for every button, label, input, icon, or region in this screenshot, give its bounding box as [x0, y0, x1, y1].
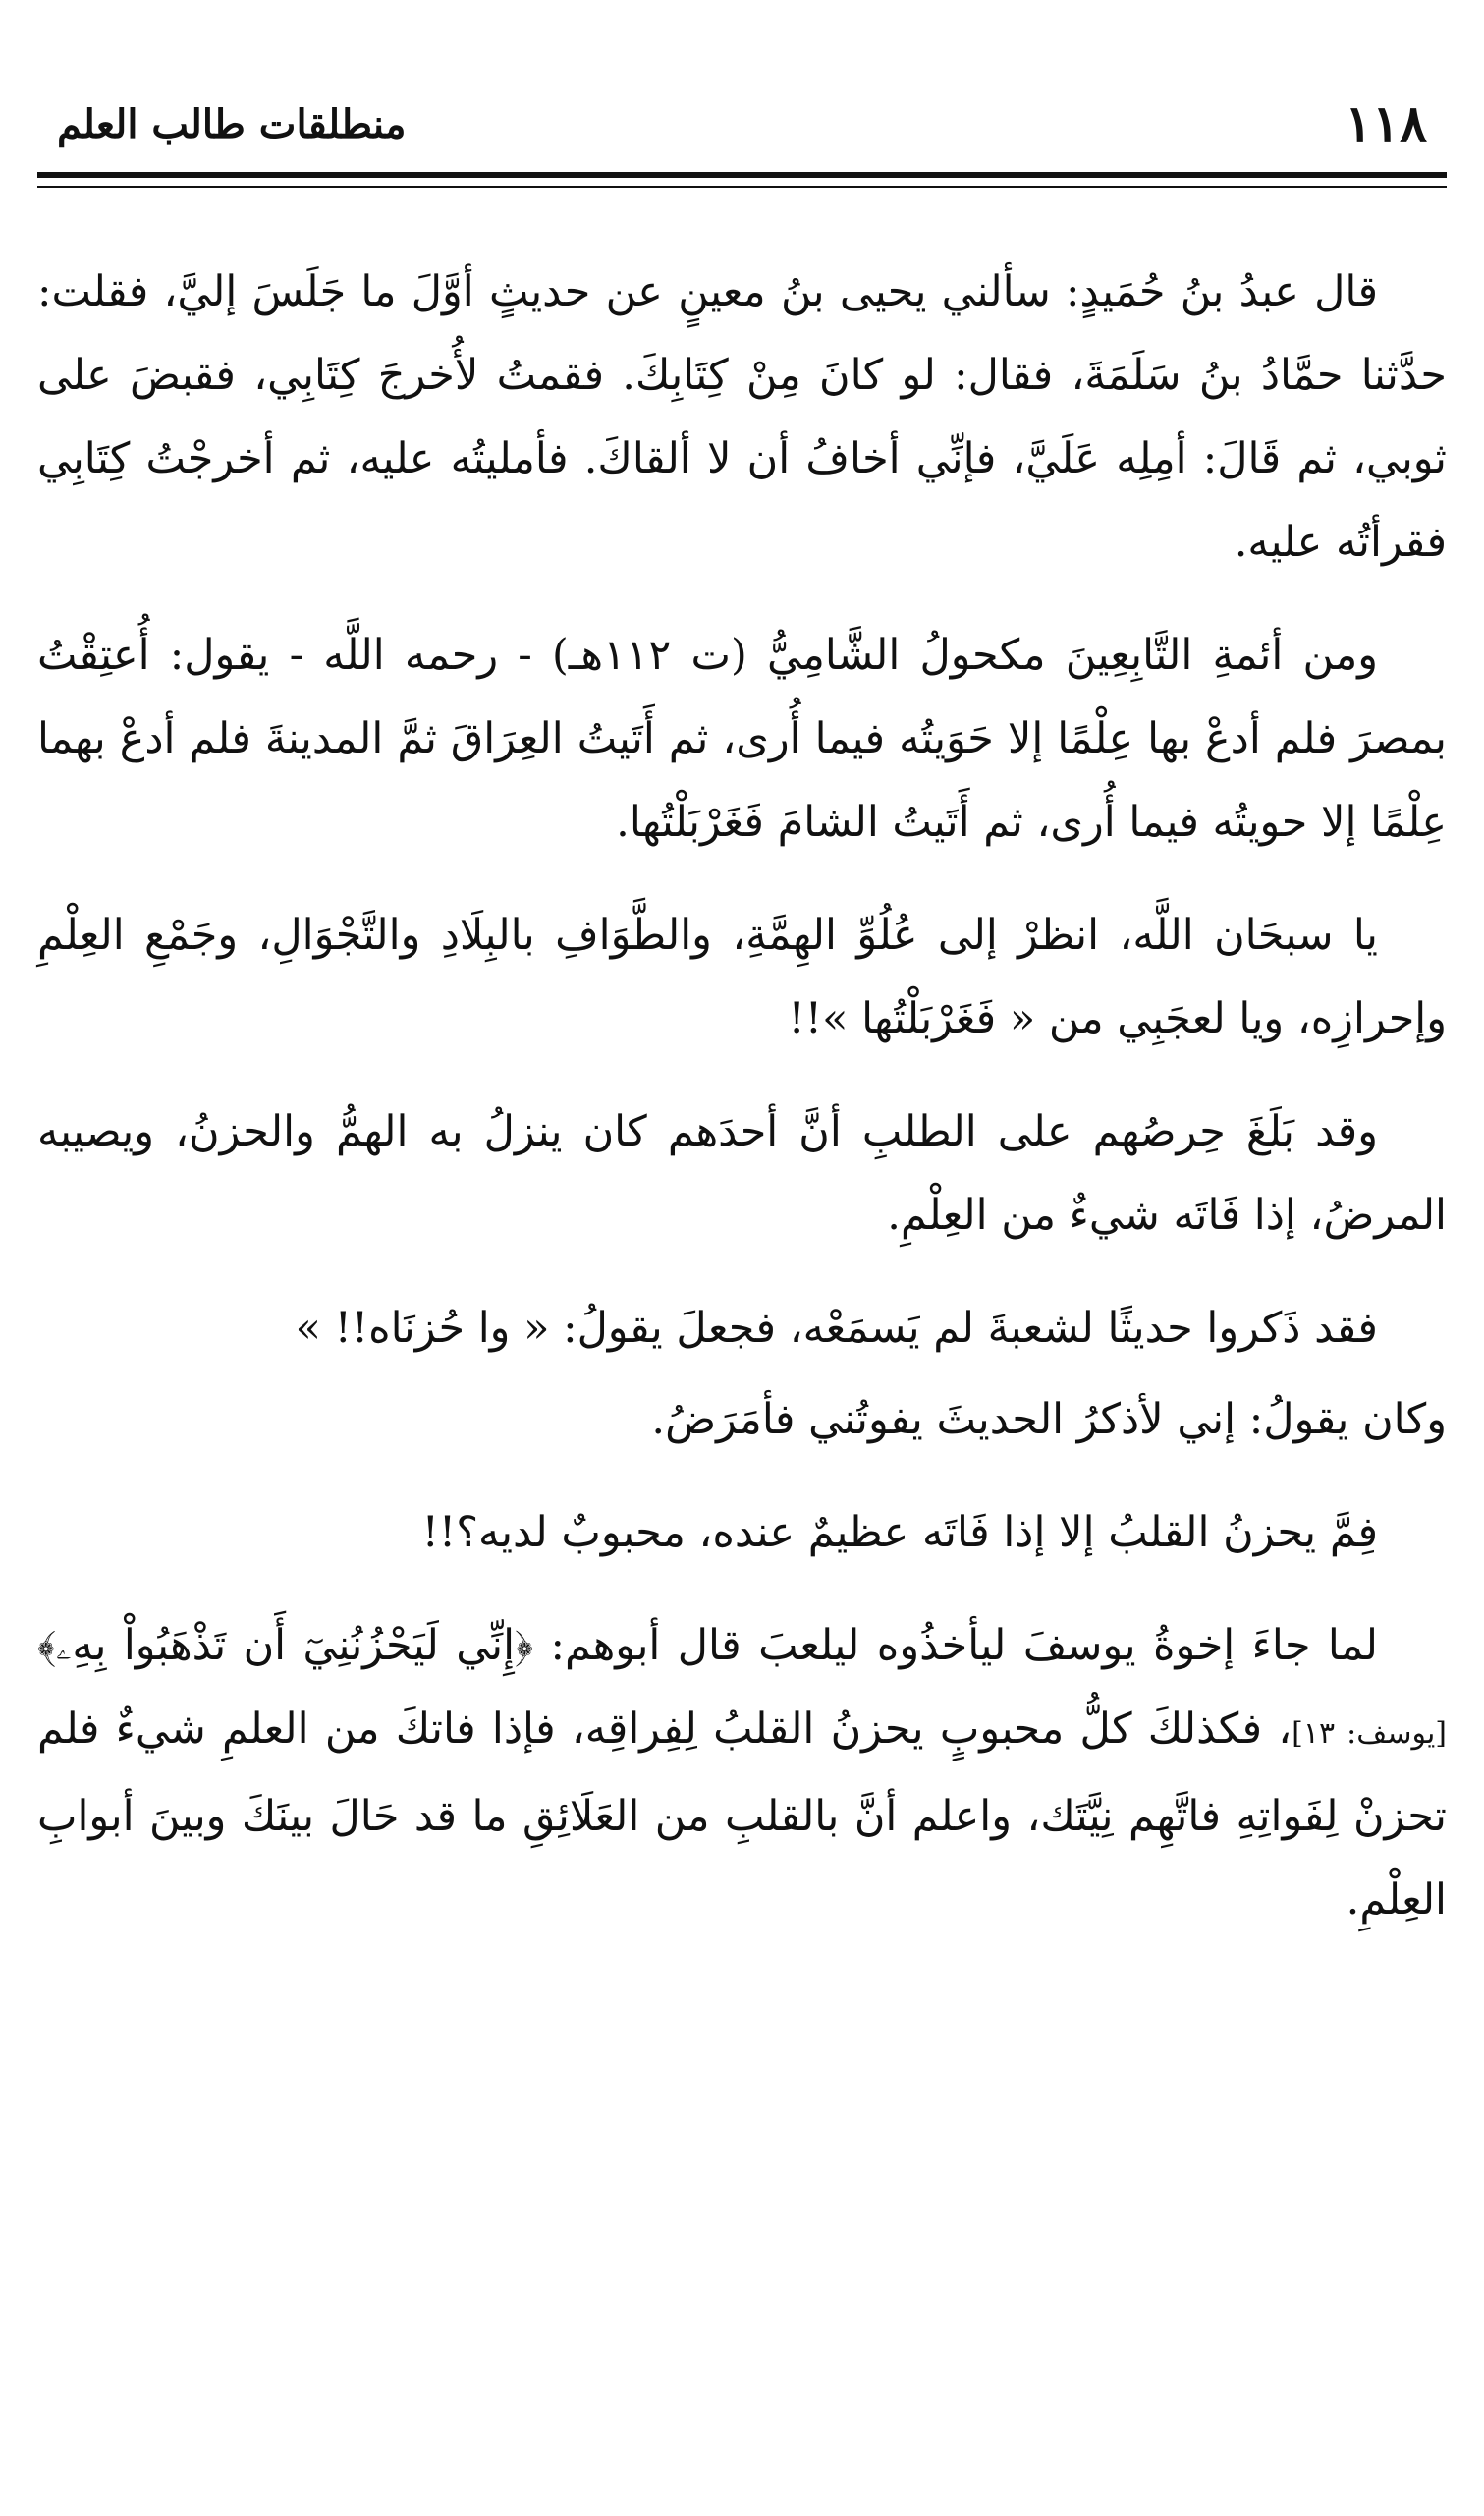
header-rule-thick — [37, 172, 1447, 178]
quran-verse-text: لما جاءَ إخوةُ يوسفَ ليأخذُوه ليلعبَ قال أبوهم: ﴿إِنِّي لَيَحْزُنُنِيٓ أَن تَذْهَبُواْ بِهِۦ﴾ — [37, 1621, 1378, 1670]
body-text — [37, 251, 1447, 1972]
running-title: منطلقات طالب العلم — [57, 101, 407, 147]
verse-citation: [يوسف: ١٣] — [1292, 1716, 1448, 1751]
paragraph-yusuf-cont: ، فكذلكَ كلُّ محبوبٍ يحزنُ القلبُ لِفِراقِه، فإذا فاتكَ من العلمِ شيءٌ فلم تحزنْ لِفَواتِهِ فاتَّهِم نِيَّتَك، واعلم أنَّ بالقلبِ من العَلَائِقِ ما قد حَالَ بينَكَ وبينَ أبوابِ العِلْمِ. — [37, 1705, 1447, 1925]
page-header — [37, 90, 1447, 159]
paragraph-makhul: ومن أئمةِ التَّابِعِينَ مكحولُ الشَّامِيُّ (ت ١١٢هـ) - رحمه اللَّه - يقول: أُعتِقْتُ بمصرَ فلم أدعْ بها عِلْمًا إلا حَوَيتُه فيما أُرى، ثم أَتَيتُ العِرَاقَ ثمَّ المدينةَ فلم أدعْ بهما عِلْمًا إلا حويتُه فيما أُرى، ثم أَتَيتُ الشامَ فَغَرْبَلْتُها. — [37, 631, 1447, 847]
paragraph-yusuf — [37, 1604, 1447, 1942]
paragraph-abd-bin-humaid: قال عبدُ بنُ حُمَيدٍ: سألني يحيى بنُ معينٍ عن حديثٍ أوَّلَ ما جَلَسَ إليَّ، فقلت: حدَّثنا حمَّادُ بنُ سَلَمَةَ، فقال: لو كانَ مِنْ كِتَابِكَ. فقمتُ لأُخرجَ كِتَابِي، فقبضَ على ثوبي، ثم قَالَ: أمِلِه عَلَيَّ، فإنِّي أخافُ أن لا ألقاكَ. فأمليتُه عليه، ثم أخرجْتُ كِتَابِي فقرأتُه عليه. — [37, 267, 1447, 567]
header-rule-thin — [37, 186, 1447, 188]
paragraph-shubah: فقد ذَكروا حديثًا لشعبةَ لم يَسمَعْه، فجعلَ يقولُ: « وا حُزنَاه!! » — [295, 1304, 1378, 1353]
paragraph-shubah-cont: وكان يقولُ: إني لأذكرُ الحديثَ يفوتُني فأمَرَضُ. — [651, 1395, 1447, 1444]
page-number: ١١٨ — [1345, 94, 1427, 154]
paragraph-huzn: فِمَّ يحزنُ القلبُ إلا إذا فَاتَه عظيمٌ عنده، محبوبٌ لديه؟!! — [421, 1508, 1378, 1557]
paragraph-hirs: وقد بَلَغَ حِرصُهم على الطلبِ أنَّ أحدَهم كان ينزلُ به الهمُّ والحزنُ، ويصيبه المرضُ، إذا فَاتَه شيءٌ من العِلْمِ. — [37, 1107, 1447, 1240]
paragraph-subhan-allah: يا سبحَان اللَّه، انظرْ إلى عُلُوِّ الهِمَّةِ، والطَّوَافِ بالبِلَادِ والتَّجْوَالِ، وجَمْعِ العِلْمِ وإحرازِه، ويا لعجَبِي من « فَغَرْبَلْتُها »!! — [37, 911, 1447, 1043]
